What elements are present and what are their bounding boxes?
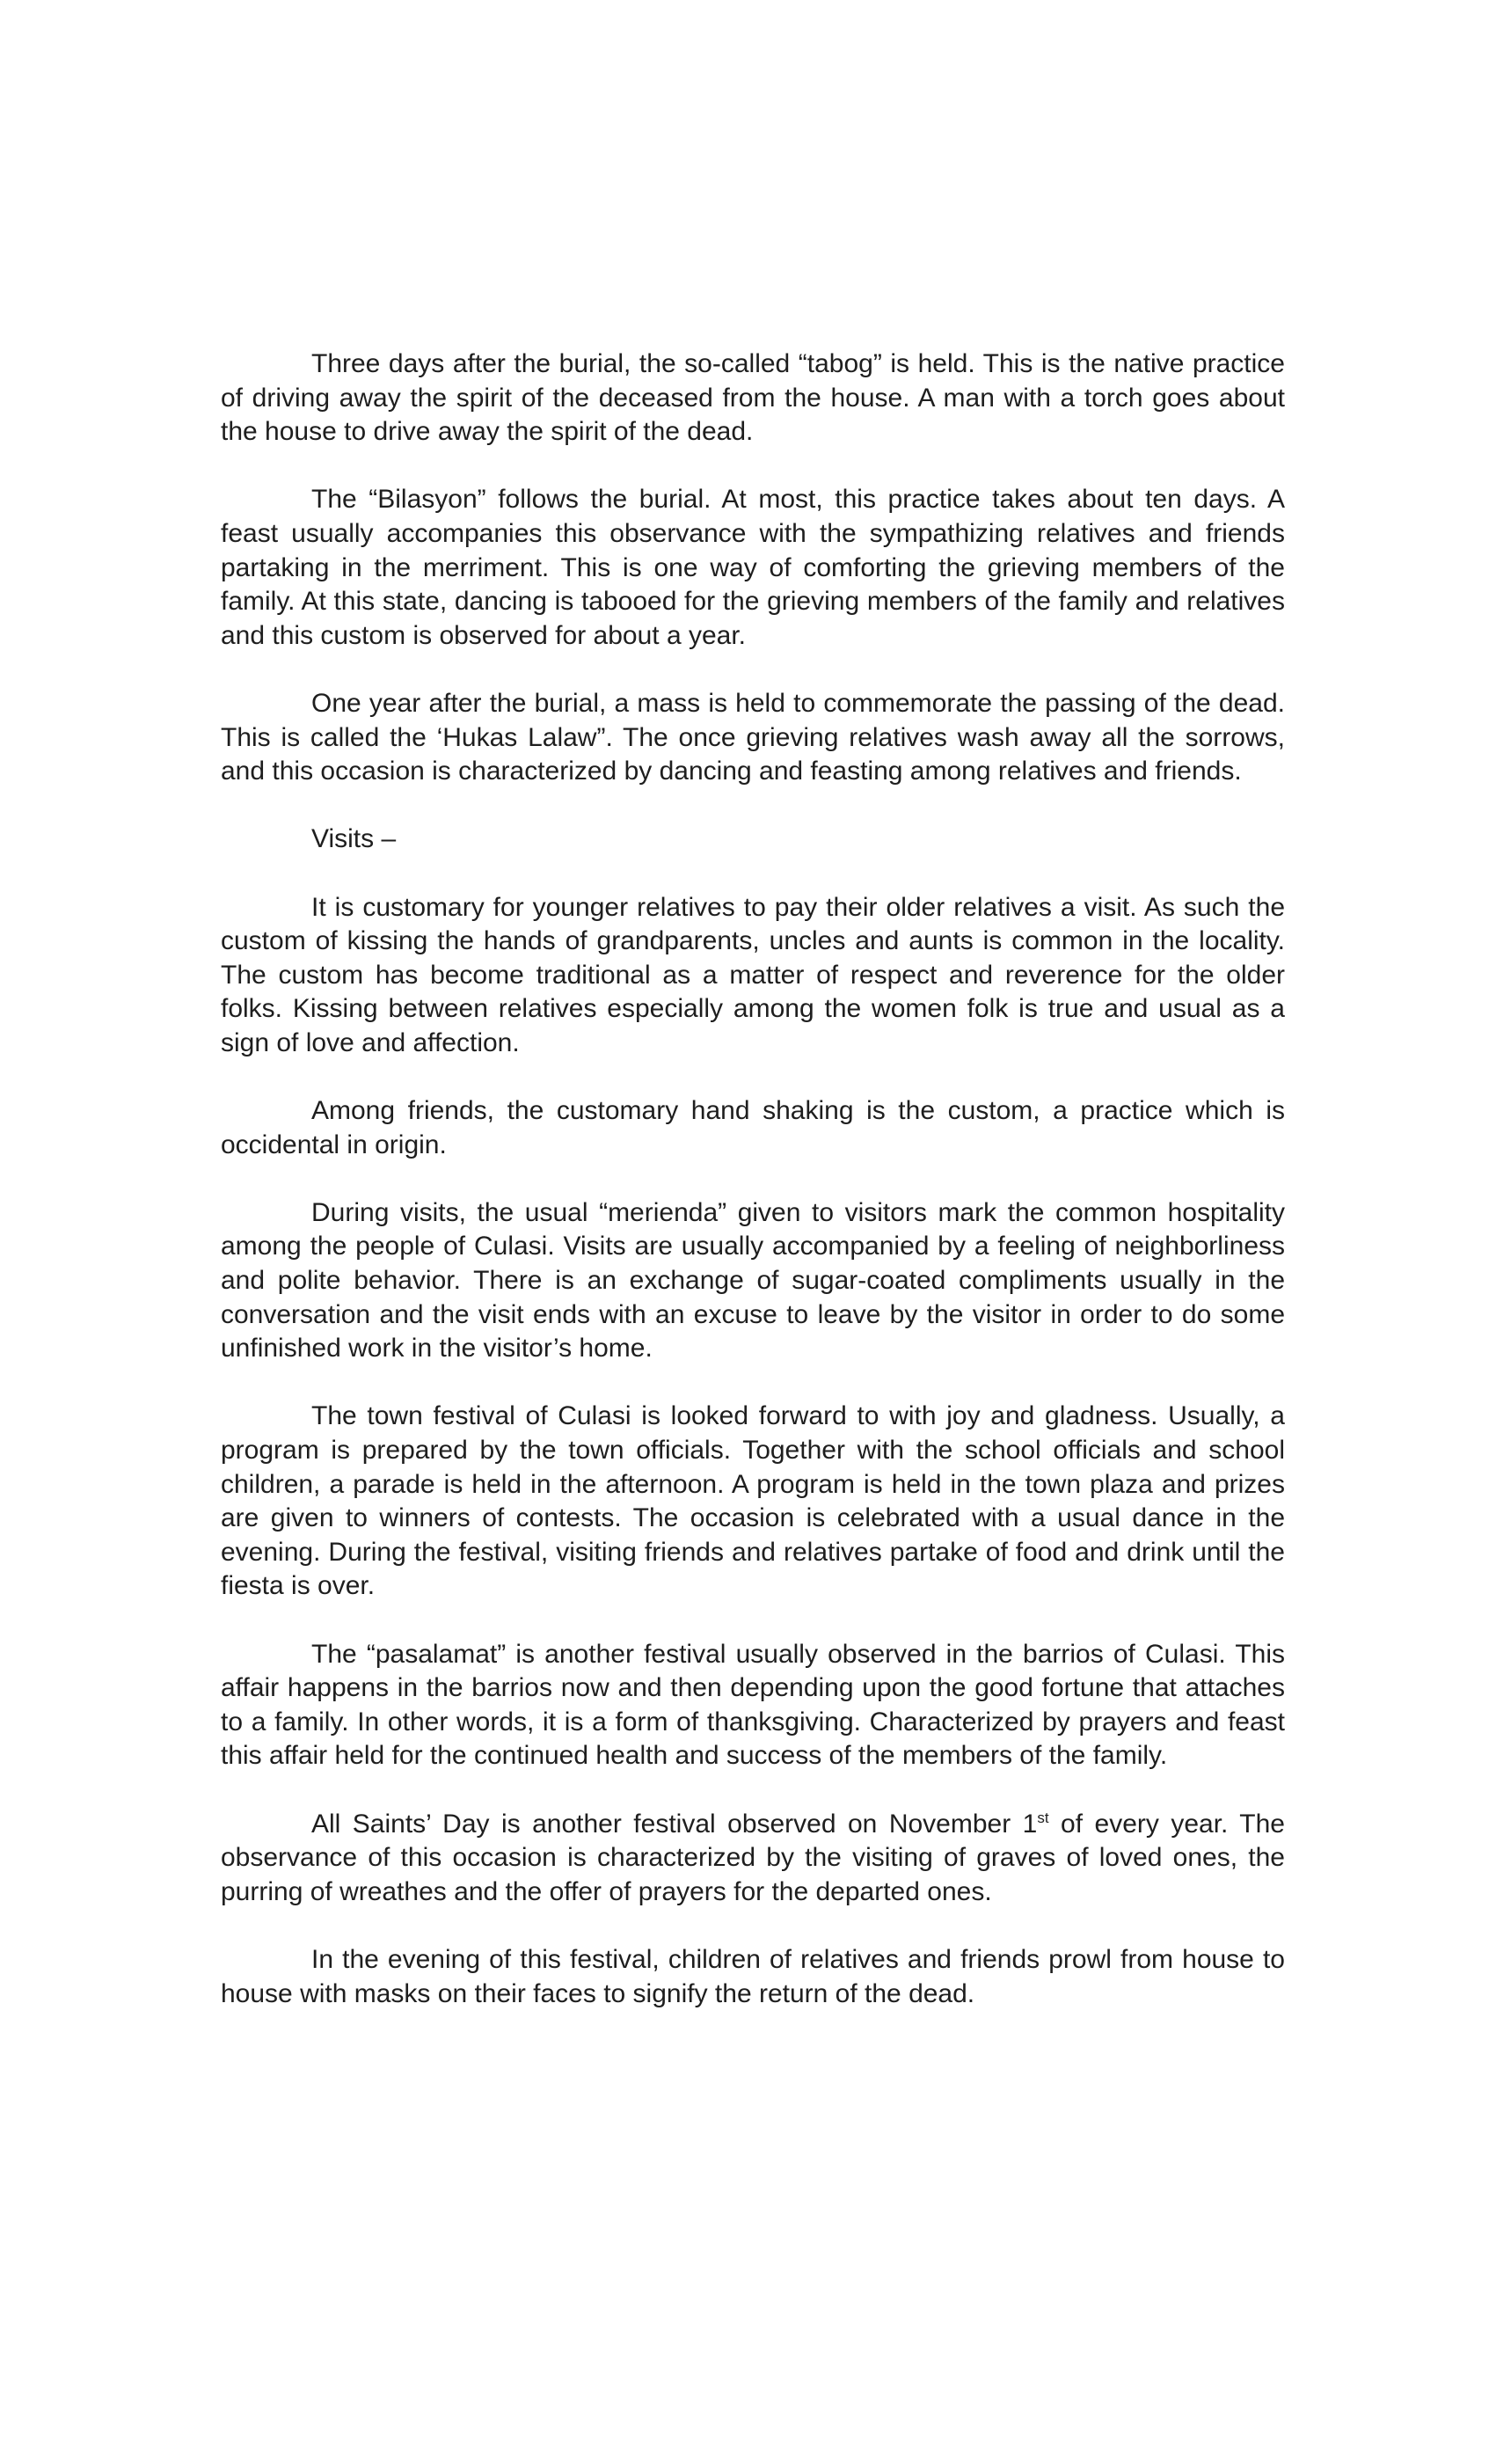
ordinal-superscript: st (1037, 1809, 1049, 1826)
paragraph-bilasyon: The “Bilasyon” follows the burial. At most, this practice takes about ten days. A feast usually accompanies this observance with the sympathizing relatives and friends partaking in the merriment. This is one way of comforting the grieving members of the family. At this state, dancing is tabooed for the grieving members of the family and relatives and this custom is observed for about a year. (221, 485, 1285, 650)
paragraph-all-saints (221, 1808, 1285, 1910)
paragraph-hand-shaking: Among friends, the customary hand shaking is the custom, a practice which is occidental in origin. (221, 1096, 1285, 1159)
paragraph-hukas-lalaw: One year after the burial, a mass is held to commemorate the passing of the dead. This is called the ‘Hukas Lalaw”. The once grieving relatives wash away all the sorrows, and this occasion is characterized by dancing and feasting among relatives and friends. (221, 688, 1285, 786)
paragraph-pasalamat: The “pasalamat” is another festival usually observed in the barrios of Culasi. This affair happens in the barrios now and then depending upon the good fortune that attaches to a family. In other words, it is a form of thanksgiving. Characterized by prayers and feast this affair held for the continued health and success of the members of the family. (221, 1639, 1285, 1771)
paragraph-evening-festival: In the evening of this festival, children of relatives and friends prowl from house to house with masks on their faces to signify the return of the dead. (221, 1944, 1285, 2008)
all-saints-text-end: of every year. The observance of this occasion is characterized by the visiting of graves of loved ones, the purring of wreathes and the offer of prayers for the departed ones. (221, 1809, 1285, 1906)
all-saints-text-start: All Saints’ Day is another festival observed on November 1 (311, 1809, 1038, 1839)
paragraph-visits-custom: It is customary for younger relatives to pay their older relatives a visit. As such the custom of kissing the hands of grandparents, uncles and aunts is common in the locality. The custom has become traditional as a matter of respect and reverence for the older folks. Kissing between relatives especially among the women folk is true and usual as a sign of love and affection. (221, 892, 1285, 1057)
visits-heading: Visits – (311, 824, 397, 854)
paragraph-tabog: Three days after the burial, the so-called “tabog” is held. This is the native practice of driving away the spirit of the deceased from the house. A man with a torch goes about the house to drive away the spirit of the dead. (221, 349, 1285, 447)
paragraph-town-festival: The town festival of Culasi is looked forward to with joy and gladness. Usually, a program is prepared by the town officials. Together with the school officials and school children, a parade is held in the afternoon. A program is held in the town plaza and prizes are given to winners of contests. The occasion is celebrated with a usual dance in the evening. During the festival, visiting friends and relatives partake of food and drink until the fiesta is over. (221, 1401, 1285, 1601)
paragraph-merienda: During visits, the usual “merienda” given to visitors mark the common hospitality among the people of Culasi. Visits are usually accompanied by a feeling of neighborliness and polite behavior. There is an exchange of sugar-coated compliments usually in the conversation and the visit ends with an excuse to leave by the visitor in order to do some unfinished work in the visitor’s home. (221, 1197, 1285, 1364)
document-page (221, 347, 1285, 2011)
